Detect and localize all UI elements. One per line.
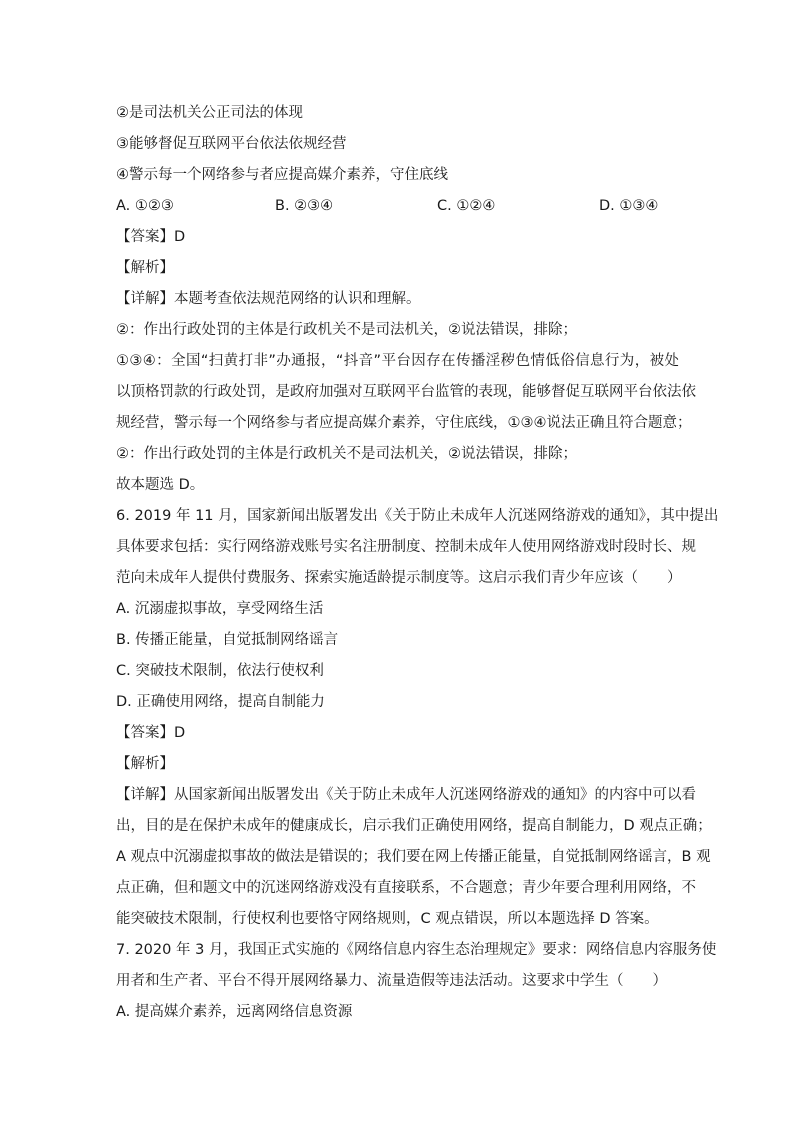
detail-line: 故本题选 D。 (116, 477, 205, 493)
detail-line: 点正确，但和题文中的沉迷网络游戏没有直接联系，不合题意；青少年要合理利用网络，不 (116, 880, 696, 896)
question-stem: 用者和生产者、平台不得开展网络暴力、流量造假等违法活动。这要求中学生（ ） (116, 973, 667, 989)
detail-line: ②：作出行政处罚的主体是行政机关不是司法机关，②说法错误，排除； (116, 322, 577, 338)
option-c: C. ①②④ (437, 198, 496, 214)
option-a: A. ①②③ (116, 198, 174, 214)
statement-4: ④警示每一个网络参与者应提高媒介素养，守住底线 (116, 167, 448, 183)
detail-line: 以顶格罚款的行政处罚，是政府加强对互联网平台监管的表现，能够督促互联网平台依法依 (116, 384, 696, 400)
option-a: A. 提高媒介素养，远离网络信息资源 (116, 1004, 353, 1020)
detail-line: A 观点中沉溺虚拟事故的做法是错误的；我们要在网上传播正能量，自觉抵制网络谣言，B 观 (116, 849, 711, 865)
detail-line: 规经营，警示每一个网络参与者应提高媒介素养，守住底线，①③④说法正确且符合题意； (116, 415, 692, 431)
option-d: D. 正确使用网络，提高自制能力 (116, 694, 325, 710)
question-stem: 7. 2020 年 3 月，我国正式实施的《网络信息内容生态治理规定》要求：网络信息内容服务使 (116, 942, 717, 958)
question-stem: 具体要求包括：实行网络游戏账号实名注册制度、控制未成年人使用网络游戏时段时长、规 (116, 539, 696, 555)
detail-line: 【详解】从国家新闻出版署发出《关于防止未成年人沉迷网络游戏的通知》的内容中可以看 (116, 787, 696, 803)
question-stem: 6. 2019 年 11 月，国家新闻出版署发出《关于防止未成年人沉迷网络游戏的通知》，其中提出 (116, 508, 719, 524)
analysis-label: 【解析】 (116, 260, 174, 276)
detail-line: 【详解】本题考查依法规范网络的认识和理解。 (116, 291, 421, 307)
detail-line: 出，目的是在保护未成年的健康成长，启示我们正确使用网络，提高自制能力，D 观点正确； (116, 818, 712, 834)
analysis-label: 【解析】 (116, 756, 174, 772)
answer-label: 【答案】D (116, 229, 186, 245)
answer-label: 【答案】D (116, 725, 186, 741)
detail-line: ②：作出行政处罚的主体是行政机关不是司法机关，②说法错误，排除； (116, 446, 577, 462)
option-b: B. ②③④ (275, 198, 334, 214)
statement-3: ③能够督促互联网平台依法依规经营 (116, 136, 347, 152)
option-b: B. 传播正能量，自觉抵制网络谣言 (116, 632, 339, 648)
question-stem: 范向未成年人提供付费服务、探索实施适龄提示制度等。这启示我们青少年应该（ ） (116, 570, 682, 586)
detail-line: ①③④：全国“扫黄打非”办通报，“抖音”平台因存在传播淫秽色情低俗信息行为，被处 (116, 353, 679, 369)
option-a: A. 沉溺虚拟事故，享受网络生活 (116, 601, 324, 617)
detail-line: 能突破技术限制，行使权利也要恪守网络规则，C 观点错误，所以本题选择 D 答案。 (116, 911, 659, 927)
option-d: D. ①③④ (599, 198, 659, 214)
option-c: C. 突破技术限制，依法行使权利 (116, 663, 324, 679)
statement-2: ②是司法机关公正司法的体现 (116, 105, 303, 121)
